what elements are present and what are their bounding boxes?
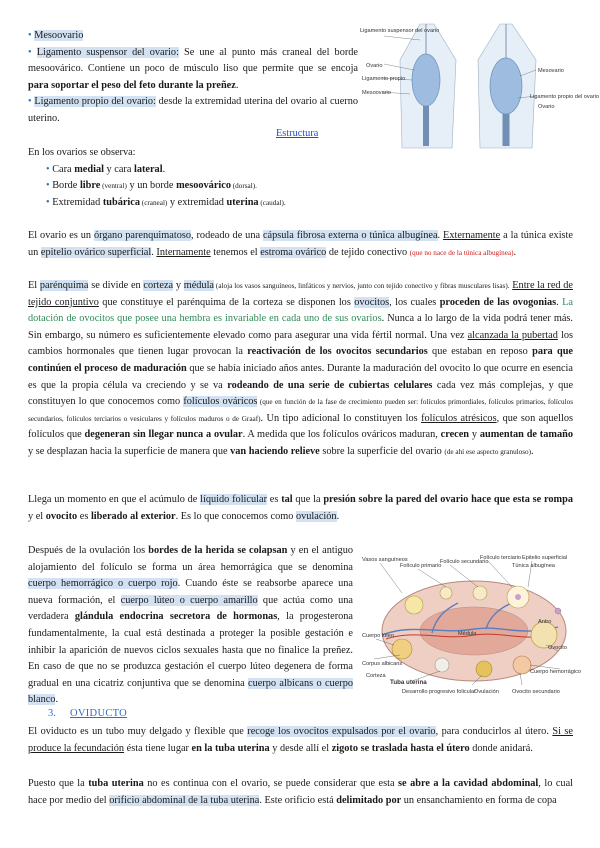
term: folículos ováricos bbox=[183, 396, 258, 408]
bold: medial bbox=[74, 163, 104, 175]
text: tenemos el bbox=[210, 246, 261, 258]
observa-section bbox=[28, 145, 573, 211]
bullet-icon: • bbox=[46, 196, 50, 208]
figure2-label-11: Antro bbox=[538, 619, 552, 625]
bold-suspensor: para soportar el peso del feto durante la preñez bbox=[28, 79, 236, 91]
text: y el bbox=[28, 510, 46, 522]
underlined: Externamente bbox=[443, 230, 501, 241]
term: parénquima bbox=[39, 280, 89, 291]
text: , que son aquellos folículos que bbox=[28, 412, 573, 441]
term-propio: Ligamento propio del ovario: bbox=[34, 96, 156, 108]
bold: lateral bbox=[133, 163, 163, 175]
text: que se había iniciado años antes. Durante la maduración del ovocito lo que ocurre en esencia es que la propia célula va creciendo y se va bbox=[28, 362, 573, 391]
figure2-label-9: Ovocito bbox=[548, 645, 567, 651]
text: , los cuales bbox=[389, 296, 440, 308]
text: . bbox=[336, 510, 340, 522]
text: ésta tiene lugar bbox=[124, 742, 192, 754]
term: epitelio ovárico superficial bbox=[40, 246, 152, 258]
bold: tubárica bbox=[102, 196, 140, 208]
bold: en la tuba uterina bbox=[191, 742, 270, 754]
paragraph-organo bbox=[28, 228, 573, 261]
paragraph-cuerpo-luteo bbox=[28, 543, 353, 709]
small-note: (caudal). bbox=[258, 198, 286, 207]
term: ovulación bbox=[295, 510, 337, 522]
text-propio: desde la extremidad uterina del ovario al cuerno uterino. bbox=[28, 96, 358, 124]
bold: delimitado por bbox=[336, 794, 402, 806]
figure2-label-5: Epitelio superficial bbox=[522, 555, 568, 561]
bold: tal bbox=[281, 494, 293, 505]
text: . bbox=[151, 246, 157, 258]
text: y bbox=[469, 429, 480, 441]
text: que la bbox=[292, 494, 324, 505]
figure2-label-1: Vasos sanguíneos bbox=[362, 557, 408, 563]
figure2-label-7: Cuerpo lúteo bbox=[362, 633, 395, 639]
paragraph-oviducto bbox=[28, 724, 573, 757]
text: , para conducirlos al útero. bbox=[435, 726, 553, 737]
bold: mesoovárico bbox=[176, 180, 231, 192]
text: no es continua con el ovario, se puede considerar que esta bbox=[143, 778, 399, 789]
observa-intro: En los ovarios se observa: bbox=[28, 147, 136, 158]
figure1-label-5: Mesovario bbox=[538, 68, 564, 74]
term: cuerpo hemorrágico o cuerpo rojo bbox=[28, 578, 178, 590]
figure1-label-1: Ligamento suspensor del ovario bbox=[360, 28, 440, 34]
text: . Nunca a lo largo de la vida podrá tener más. Sin embargo, su número es suficientemente elevado como para asegurar una vida fértil normal. Una vez bbox=[28, 313, 573, 341]
text: . Es lo que conocemos como bbox=[175, 510, 296, 522]
figure1-label-7: Ovario bbox=[538, 104, 555, 110]
bold: rodeando de una serie de cubiertas celulares bbox=[227, 379, 433, 391]
text-suspensor: Se une al punto más craneal del borde mesoovárico. Contiene un poco de músculo liso que permite que se encoja bbox=[28, 46, 358, 75]
figure1-label-6: Ligamento propio del ovario bbox=[530, 94, 600, 100]
bold: bordes de la herida se colapsan bbox=[148, 545, 288, 556]
figure1-label-3: Ligamento propio bbox=[362, 76, 406, 82]
ovary-ligaments-illustration bbox=[360, 20, 600, 150]
term: corteza bbox=[143, 280, 174, 291]
paragraph-parenquima bbox=[28, 278, 573, 461]
green-note: La dotación de ovocitos que posee una hembra es invariable en cada uno de sus ovarios bbox=[28, 296, 574, 325]
text: . bbox=[162, 163, 166, 175]
term-suspensor: Ligamento suspensor del ovario: bbox=[36, 46, 179, 58]
figure2-label-15: Tuba uterina bbox=[390, 679, 427, 686]
term: orificio abdominal de la tuba uterina bbox=[109, 794, 260, 806]
text: es bbox=[267, 494, 282, 505]
text: . Un tipo adicional lo constituyen los bbox=[260, 412, 422, 424]
term: ovocitos bbox=[354, 296, 390, 308]
bold: proceden de las ovogonias bbox=[439, 296, 557, 308]
term: cuerpo albicans o cuerpo blanco bbox=[28, 677, 353, 706]
term: estroma ovárico bbox=[260, 246, 327, 258]
figure1-label-2: Ovario bbox=[366, 63, 383, 69]
bullet-icon: • bbox=[46, 163, 50, 175]
list-item-mesoovario bbox=[28, 28, 358, 45]
figure2-label-14: Desarrollo progresivo folicular bbox=[402, 689, 476, 695]
figure2-label-16: Ovulación bbox=[474, 689, 499, 695]
text: Llega un momento en que el acúmulo de bbox=[28, 494, 201, 505]
text: de tejido conectivo bbox=[326, 246, 410, 258]
section-number: 3. bbox=[48, 708, 56, 719]
text: Extremidad bbox=[52, 196, 103, 208]
bold: reactivación de los ovocitos secundarios bbox=[247, 346, 428, 358]
underlined: Entre la red de tejido conjuntivo bbox=[28, 280, 573, 308]
small-note: (que en función de la fase de crecimiento pueden ser: folículos primordiales, folículos primarios, folículos secundarios, folículos terciarios o vesiculares y folículos maduros o de Graaf) bbox=[28, 398, 573, 423]
bold: van haciendo relieve bbox=[230, 445, 320, 457]
bold: glándula endocrina secretora de hormonas bbox=[74, 611, 278, 623]
bold: zigoto se traslada hasta el útero bbox=[331, 742, 470, 754]
bullet-icon: • bbox=[28, 96, 32, 108]
text: es bbox=[77, 510, 91, 522]
list-item-suspensor bbox=[28, 45, 358, 95]
text: . bbox=[531, 445, 534, 457]
figure2-label-3: Folículo secundario bbox=[440, 559, 489, 565]
figure1-label-4: Mesoovario bbox=[362, 90, 391, 96]
term: órgano parenquimatoso bbox=[93, 230, 192, 241]
small-note: (de ahí ese aspecto granuloso) bbox=[444, 447, 532, 456]
term: médula bbox=[183, 280, 214, 291]
estructura-link-wrap bbox=[276, 128, 318, 139]
figure2-label-8: Corpus albicans bbox=[362, 661, 403, 667]
small-note: (aloja los vasos sanguíneos, linfáticos y nervios, junto con tejido conectivo y fibras musculares lisas). bbox=[214, 282, 510, 290]
text: se divide en bbox=[88, 280, 144, 291]
text: y se desplazan hacia la superficie de manera que bbox=[28, 445, 231, 457]
small-note: (ventral) bbox=[100, 182, 127, 191]
text: que constituye el parénquima de la corteza se disponen los bbox=[98, 296, 355, 308]
text: y en el antiguo alojamiento del folículo se forma un área hemorrágica que se denomina bbox=[28, 545, 354, 573]
text: Después de la ovulación los bbox=[28, 545, 149, 556]
underlined: folículos atrésicos bbox=[421, 412, 497, 424]
observa-item-bordes bbox=[28, 178, 573, 195]
text: . A medida que los folículos ováricos maduran, bbox=[242, 429, 441, 441]
bullet-icon: • bbox=[46, 180, 50, 192]
bold: para que continúen el proceso de maduración bbox=[28, 346, 573, 374]
underlined: Si se produce la fecundación bbox=[28, 726, 573, 754]
estructura-link[interactable]: Estructura bbox=[276, 128, 319, 139]
text: donde anidará. bbox=[469, 742, 533, 754]
punct: . bbox=[235, 79, 239, 91]
text: El bbox=[28, 280, 40, 291]
bold: uterina bbox=[226, 196, 259, 208]
bold: crecen bbox=[440, 429, 470, 441]
ovary-ligaments-figure bbox=[360, 20, 600, 150]
term: cápsula fibrosa externa o túnica albugínea bbox=[262, 230, 438, 241]
text: los cambios hormonales que tienen lugar provocan la bbox=[28, 329, 574, 358]
text: y bbox=[173, 280, 184, 291]
observa-item-extremidades bbox=[28, 195, 573, 212]
term: cuerpo lúteo o cuerpo amarillo bbox=[120, 594, 258, 606]
section-heading-oviducto bbox=[28, 708, 127, 719]
text: Cara bbox=[52, 163, 75, 175]
section-title: OVIDUCTO bbox=[70, 708, 128, 719]
text: y cara bbox=[103, 163, 134, 175]
text: . Cuando éste se reabsorbe aparece una nueva formación, el bbox=[28, 578, 353, 606]
bold: aumentan de tamaño bbox=[479, 429, 573, 441]
text: , lo cual hace por medio del bbox=[28, 778, 574, 806]
figure2-label-6: Túnica albugínea bbox=[512, 563, 555, 569]
text: Borde bbox=[52, 180, 80, 192]
text: , la progesterona fundamentalmente, la cual está destinada a proteger la posible gestación e inhibir la aparición de nuevos ciclos sexuales hasta que no finalice la preñez. En caso de que no se produzca gestación el cuerpo lúteo degenera de forma gradual en una cicatriz conjuntiva que se denomina bbox=[28, 611, 353, 689]
text: a la túnica existe un bbox=[28, 230, 573, 258]
bullet-icon: • bbox=[28, 30, 32, 41]
term-mesoovario: Mesoovario bbox=[34, 30, 84, 41]
underlined: Internamente bbox=[156, 246, 211, 258]
figure2-label-2: Folículo primario bbox=[400, 563, 442, 569]
top-bullet-list bbox=[28, 28, 358, 128]
figure2-label-4: Folículo terciario bbox=[480, 555, 522, 561]
text: un ensanchamiento en forma de copa bbox=[401, 794, 557, 806]
bold: liberado al exterior bbox=[90, 510, 176, 522]
text: . bbox=[556, 296, 563, 308]
bold: tuba uterina bbox=[88, 778, 144, 789]
text: y extremidad bbox=[167, 196, 227, 208]
text: . bbox=[513, 246, 517, 258]
text: Puesto que la bbox=[28, 778, 89, 789]
text: que estaban en reposo bbox=[427, 346, 533, 358]
figure2-label-13: Corteza bbox=[366, 673, 386, 679]
bold: libre bbox=[79, 180, 101, 192]
small-note: (dorsal). bbox=[230, 182, 257, 191]
text: . Este orificio está bbox=[259, 794, 337, 806]
paragraph-tuba-uterina bbox=[28, 776, 573, 809]
text: sobre la superficie del ovario bbox=[319, 445, 445, 457]
text: que actúa como una verdadera bbox=[28, 594, 353, 623]
bold: se abre a la cavidad abdominal bbox=[398, 778, 539, 789]
bold: presión sobre la pared del ovario hace que esta se rompa bbox=[323, 494, 573, 505]
ovary-section-illustration bbox=[362, 553, 581, 697]
term: recoge los ovocitos expulsados por el ovario bbox=[247, 726, 436, 737]
list-item-propio bbox=[28, 94, 358, 127]
text: . bbox=[55, 694, 59, 706]
figure2-label-12: Cuerpo hemorrágico bbox=[530, 669, 581, 675]
term: líquido folicular bbox=[200, 494, 268, 505]
red-note: (que no nace de la túnica albugínea) bbox=[409, 248, 514, 257]
text: El ovario es un bbox=[28, 230, 94, 241]
underlined: alcanzada la pubertad bbox=[467, 329, 558, 341]
observa-item-caras bbox=[28, 162, 573, 179]
text: El oviducto es un tubo muy delgado y flexible que bbox=[28, 726, 248, 737]
figure2-label-17: Ovocito secundario bbox=[512, 689, 560, 695]
small-note: (craneal) bbox=[140, 198, 168, 207]
text: y desde allí el bbox=[269, 742, 332, 754]
figure2-label-10: Médula bbox=[458, 631, 477, 637]
bold: degeneran sin llegar nunca a ovular bbox=[84, 429, 243, 441]
text: . bbox=[437, 230, 444, 241]
text: cada vez más complejas, y que constituyen lo que conocemos como bbox=[28, 379, 574, 408]
ovary-section-figure bbox=[362, 553, 581, 697]
bold: ovocito bbox=[45, 510, 78, 522]
text: y un borde bbox=[126, 180, 177, 192]
bullet-icon: • bbox=[28, 46, 32, 58]
text: , rodeado de una bbox=[191, 230, 263, 241]
paragraph-ovulacion bbox=[28, 492, 573, 525]
